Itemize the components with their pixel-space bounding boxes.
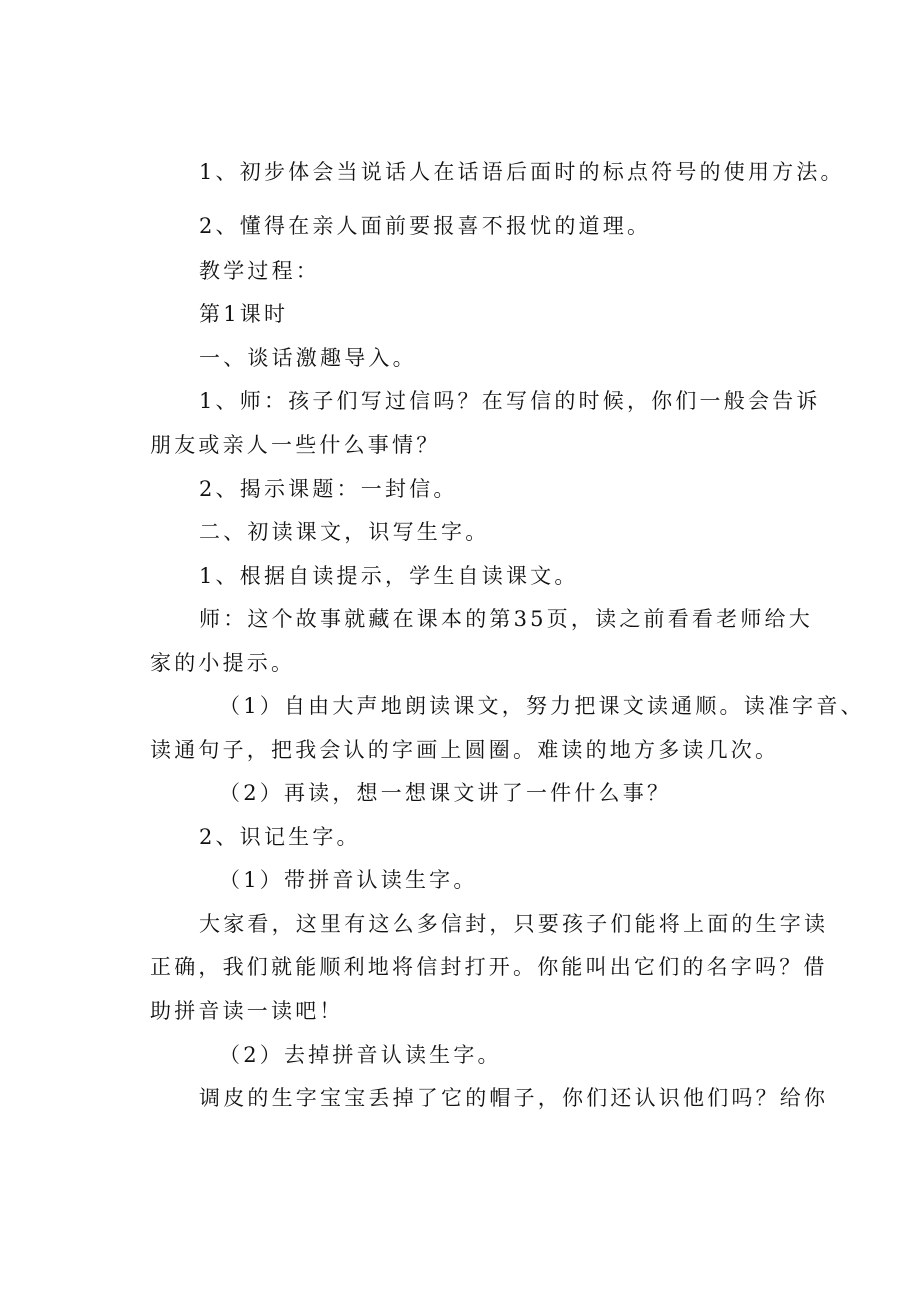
section1-item1-line2: 朋友或亲人一些什么事情？: [150, 433, 441, 457]
section1-heading: 一、谈话激趣导入。: [199, 346, 417, 370]
sub-step-2: （2）去掉拼音认读生字。: [219, 1043, 502, 1067]
paragraph2-line-1: 调皮的生字宝宝丢掉了它的帽子，你们还认识他们吗？给你: [199, 1086, 829, 1110]
section1-item2: 2、揭示课题：一封信。: [199, 477, 458, 501]
paragraph1-line-2: 正确，我们就能顺利地将信封打开。你能叫出它们的名字吗？借: [150, 955, 828, 979]
objective-1: 1、初步体会当说话人在话语后面时的标点符号的使用方法。: [199, 160, 845, 184]
objective-2: 2、懂得在亲人面前要报喜不报忧的道理。: [199, 214, 652, 238]
paragraph1-line-1: 大家看，这里有这么多信封，只要孩子们能将上面的生字读: [199, 912, 829, 936]
sub-step-1: （1）带拼音认读生字。: [219, 868, 478, 892]
paragraph1-line-3: 助拼音读一读吧！: [150, 999, 344, 1023]
section2-item1: 1、根据自读提示，学生自读课文。: [199, 564, 579, 588]
tip1-line-2: 读通句子，把我会认的字画上圆圈。难读的地方多读几次。: [150, 738, 780, 762]
lesson-title: 第1课时: [199, 302, 289, 326]
section1-item1-line1: 1、师：孩子们写过信吗？在写信的时候，你们一般会告诉: [199, 389, 821, 413]
tip2: （2）再读，想一想课文讲了一件什么事？: [219, 781, 672, 805]
process-heading: 教学过程：: [199, 259, 320, 283]
section2-heading: 二、初读课文，识写生字。: [199, 520, 490, 544]
tip1-line-1: （1）自由大声地朗读课文，努力把课文读通顺。读准字音、: [219, 694, 865, 718]
teacher-line-1: 师：这个故事就藏在课本的第35页，读之前看看老师给大: [199, 607, 813, 631]
teacher-line-2: 家的小提示。: [150, 651, 296, 675]
section2-item2: 2、识记生字。: [199, 825, 361, 849]
